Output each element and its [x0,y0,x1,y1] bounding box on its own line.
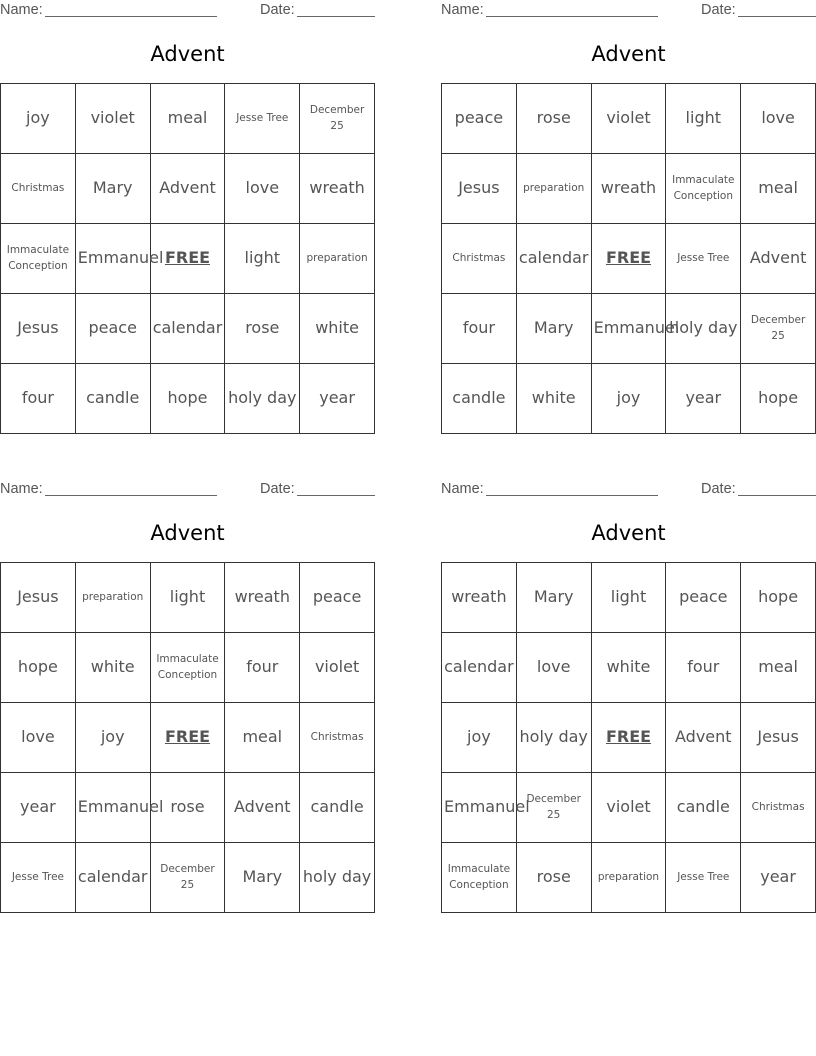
bingo-cell[interactable]: Emmanuel [75,773,150,843]
date-field-line[interactable] [738,495,816,496]
bingo-cell[interactable]: light [591,563,666,633]
bingo-cell[interactable]: joy [1,84,76,154]
name-field-line[interactable] [486,495,658,496]
bingo-cell[interactable]: Christmas [442,224,517,294]
bingo-cell[interactable]: love [225,154,300,224]
bingo-cell[interactable]: white [300,294,375,364]
bingo-cell[interactable]: holy day [300,843,375,913]
bingo-cell[interactable]: candle [442,364,517,434]
bingo-cell[interactable]: Advent [150,154,225,224]
bingo-cell[interactable]: violet [300,633,375,703]
bingo-cell[interactable]: Jesse Tree [225,84,300,154]
bingo-cell[interactable]: year [300,364,375,434]
bingo-cell[interactable]: candle [75,364,150,434]
date-label: Date: [260,481,295,497]
bingo-cell[interactable]: wreath [300,154,375,224]
bingo-cell[interactable]: Jesse Tree [666,843,741,913]
bingo-cell[interactable]: meal [741,154,816,224]
bingo-cell[interactable]: rose [225,294,300,364]
bingo-cell[interactable]: year [1,773,76,843]
bingo-cell[interactable]: love [741,84,816,154]
grid-row [1,294,375,364]
bingo-cell[interactable]: Advent [666,703,741,773]
bingo-cell[interactable]: holy day [666,294,741,364]
name-label: Name: [441,481,484,497]
bingo-cell[interactable]: Mary [75,154,150,224]
bingo-cell[interactable]: preparation [75,563,150,633]
bingo-cell[interactable]: December 25 [516,773,591,843]
bingo-cell[interactable]: white [516,364,591,434]
name-field-line[interactable] [486,16,658,17]
bingo-grid [0,562,375,913]
date-field-line[interactable] [297,16,375,17]
grid-row [442,294,816,364]
name-label: Name: [0,481,43,497]
bingo-cell[interactable]: Christmas [741,773,816,843]
bingo-grid [441,562,816,913]
bingo-cell[interactable]: joy [442,703,517,773]
bingo-cell[interactable]: meal [150,84,225,154]
bingo-cell[interactable]: calendar [75,843,150,913]
bingo-cell[interactable]: wreath [442,563,517,633]
bingo-card-4 [441,479,816,919]
card-header [0,479,375,501]
card-header [0,0,375,22]
bingo-cell[interactable]: peace [442,84,517,154]
bingo-cell[interactable]: Mary [225,843,300,913]
bingo-cell[interactable]: Jesse Tree [666,224,741,294]
bingo-cell[interactable]: calendar [442,633,517,703]
name-field-line[interactable] [45,16,217,17]
grid-row [442,154,816,224]
free-space-cell[interactable]: FREE [591,224,666,294]
card-title: Advent [150,521,225,545]
bingo-card-3 [0,479,375,919]
bingo-cell[interactable]: violet [591,773,666,843]
date-field-line[interactable] [738,16,816,17]
bingo-cell[interactable]: Mary [516,563,591,633]
bingo-cell[interactable]: hope [741,364,816,434]
bingo-cell[interactable]: meal [741,633,816,703]
grid-row [1,364,375,434]
bingo-cell[interactable]: Jesus [741,703,816,773]
free-space-cell[interactable]: FREE [150,224,225,294]
bingo-cell[interactable]: white [75,633,150,703]
bingo-cell[interactable]: violet [591,84,666,154]
bingo-grid [0,83,375,434]
bingo-cell[interactable]: December 25 [741,294,816,364]
bingo-cell[interactable]: meal [225,703,300,773]
bingo-cell[interactable]: hope [150,364,225,434]
bingo-cell[interactable]: December 25 [300,84,375,154]
bingo-grid [441,83,816,434]
bingo-cell[interactable]: wreath [591,154,666,224]
card-title: Advent [591,521,666,545]
bingo-cell[interactable]: Jesus [442,154,517,224]
bingo-card-2 [441,0,816,440]
grid-row [1,154,375,224]
grid-row [1,773,375,843]
bingo-cell[interactable]: preparation [591,843,666,913]
bingo-cell[interactable]: four [225,633,300,703]
grid-row [1,84,375,154]
bingo-cell[interactable]: Immaculate Conception [150,633,225,703]
bingo-cell[interactable]: hope [1,633,76,703]
bingo-cell[interactable]: love [516,633,591,703]
name-label: Name: [441,2,484,18]
bingo-cell[interactable]: Jesus [1,563,76,633]
grid-row [1,633,375,703]
bingo-cell[interactable]: Christmas [1,154,76,224]
card-header [441,0,816,22]
bingo-cell[interactable]: Mary [516,294,591,364]
bingo-cell[interactable]: rose [150,773,225,843]
free-space-cell[interactable]: FREE [150,703,225,773]
bingo-cell[interactable]: Immaculate Conception [1,224,76,294]
bingo-cell[interactable]: preparation [300,224,375,294]
bingo-cell[interactable]: rose [516,84,591,154]
date-field-line[interactable] [297,495,375,496]
bingo-cell[interactable]: joy [591,364,666,434]
name-field-line[interactable] [45,495,217,496]
bingo-cell[interactable]: preparation [516,154,591,224]
bingo-cell[interactable]: hope [741,563,816,633]
bingo-cell[interactable]: Advent [225,773,300,843]
bingo-cell[interactable]: peace [75,294,150,364]
bingo-cell[interactable]: Emmanuel [75,224,150,294]
bingo-cell[interactable]: Emmanuel [591,294,666,364]
bingo-cell[interactable]: holy day [516,703,591,773]
bingo-cell[interactable]: candle [666,773,741,843]
bingo-cell[interactable]: peace [666,563,741,633]
date-label: Date: [701,2,736,18]
bingo-cell[interactable]: holy day [225,364,300,434]
bingo-cell[interactable]: Christmas [300,703,375,773]
grid-row [1,224,375,294]
bingo-cell[interactable]: light [225,224,300,294]
bingo-cell[interactable]: Jesse Tree [1,843,76,913]
bingo-cell[interactable]: year [741,843,816,913]
bingo-cell[interactable]: calendar [150,294,225,364]
bingo-cell[interactable]: Immaculate Conception [666,154,741,224]
bingo-cell[interactable]: calendar [516,224,591,294]
free-space-cell[interactable]: FREE [591,703,666,773]
bingo-cell[interactable]: four [666,633,741,703]
bingo-cell[interactable]: year [666,364,741,434]
bingo-cell[interactable]: candle [300,773,375,843]
bingo-cell[interactable]: Advent [741,224,816,294]
grid-row [442,563,816,633]
bingo-cell[interactable]: joy [75,703,150,773]
grid-row [442,843,816,913]
bingo-cell[interactable]: four [442,294,517,364]
name-label: Name: [0,2,43,18]
bingo-cell[interactable]: peace [300,563,375,633]
bingo-cell[interactable]: Emmanuel [442,773,517,843]
card-title: Advent [591,42,666,66]
bingo-cell[interactable]: wreath [225,563,300,633]
bingo-card-1 [0,0,375,440]
grid-row [442,224,816,294]
grid-row [442,773,816,843]
bingo-cell[interactable]: light [150,563,225,633]
bingo-cell[interactable]: December 25 [150,843,225,913]
card-title: Advent [150,42,225,66]
bingo-cell[interactable]: rose [516,843,591,913]
grid-row [442,84,816,154]
grid-row [1,843,375,913]
card-header [441,479,816,501]
bingo-cell[interactable]: white [591,633,666,703]
grid-row [442,703,816,773]
date-label: Date: [260,2,295,18]
grid-row [442,364,816,434]
grid-row [1,703,375,773]
bingo-cell[interactable]: love [1,703,76,773]
bingo-cell[interactable]: Immaculate Conception [442,843,517,913]
bingo-cell[interactable]: light [666,84,741,154]
bingo-cell[interactable]: violet [75,84,150,154]
bingo-cell[interactable]: four [1,364,76,434]
grid-row [442,633,816,703]
grid-row [1,563,375,633]
date-label: Date: [701,481,736,497]
bingo-cell[interactable]: Jesus [1,294,76,364]
